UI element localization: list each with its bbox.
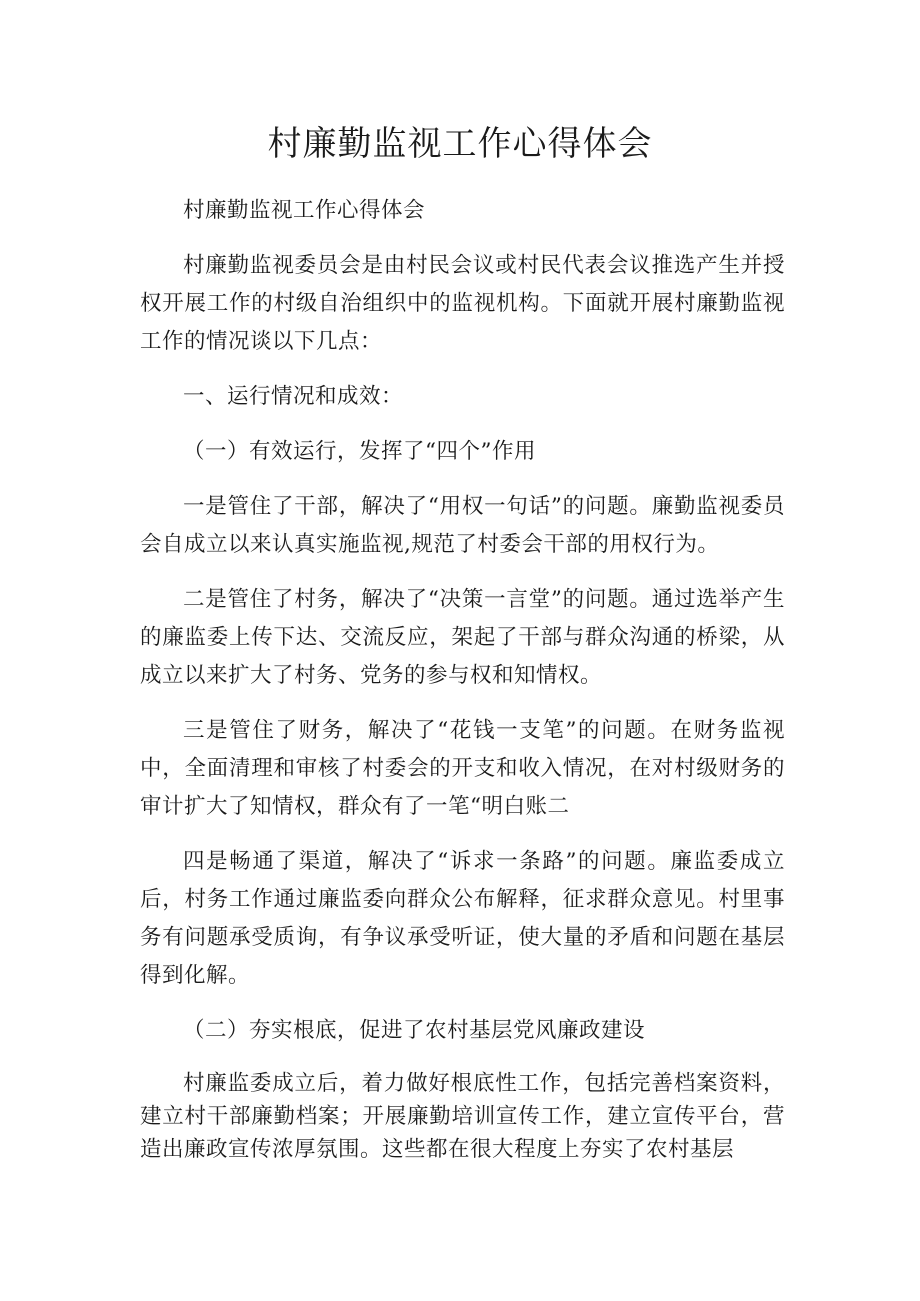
paragraph-point-2: 二是管住了村务，解决了“决策一言堂”的问题。通过选举产生的廉监委上传下达、交流反应，架起了干部与群众沟通的桥梁，从成立以来扩大了村务、党务的参与权和知情权。 [140,587,785,688]
intro-paragraph: 村廉勤监视委员会是由村民会议或村民代表会议推选产生并授权开展工作的村级自治组织中的监视机构。下面就开展村廉勤监视工作的情况谈以下几点： [140,253,785,354]
subsection-heading-2: （二）夯实根底，促进了农村基层党风廉政建设 [183,1018,646,1043]
subsection-heading-1: （一）有效运行，发挥了“四个”作用 [183,439,536,464]
paragraph-point-3: 三是管住了财务，解决了“花钱一支笔”的问题。在财务监视中，全面清理和审核了村委会的开支和收入情况，在对村级财务的审计扩大了知情权，群众有了一笔“明白账二 [140,718,785,819]
subtitle-paragraph: 村廉勤监视工作心得体会 [183,198,426,223]
paragraph-point-1: 一是管住了干部，解决了“用权一句话”的问题。廉勤监视委员会自成立以来认真实施监视,规范了村委会干部的用权行为。 [140,494,785,557]
paragraph-point-4: 四是畅通了渠道，解决了“诉求一条路”的问题。廉监委成立后，村务工作通过廉监委向群众公布解释，征求群众意见。村里事务有问题承受质询，有争议承受听证，使大量的矛盾和问题在基层得到化解。 [140,849,785,988]
paragraph-foundation: 村廉监委成立后，着力做好根底性工作，包括完善档案资料，建立村干部廉勤档案；开展廉勤培训宣传工作，建立宣传平台，营造出廉政宣传浓厚氛围。这些都在很大程度上夯实了农村基层 [140,1071,785,1162]
section-heading-1: 一、运行情况和成效： [183,384,404,409]
document-title: 村廉勤监视工作心得体会 [267,124,653,164]
document-body [140,192,785,1166]
